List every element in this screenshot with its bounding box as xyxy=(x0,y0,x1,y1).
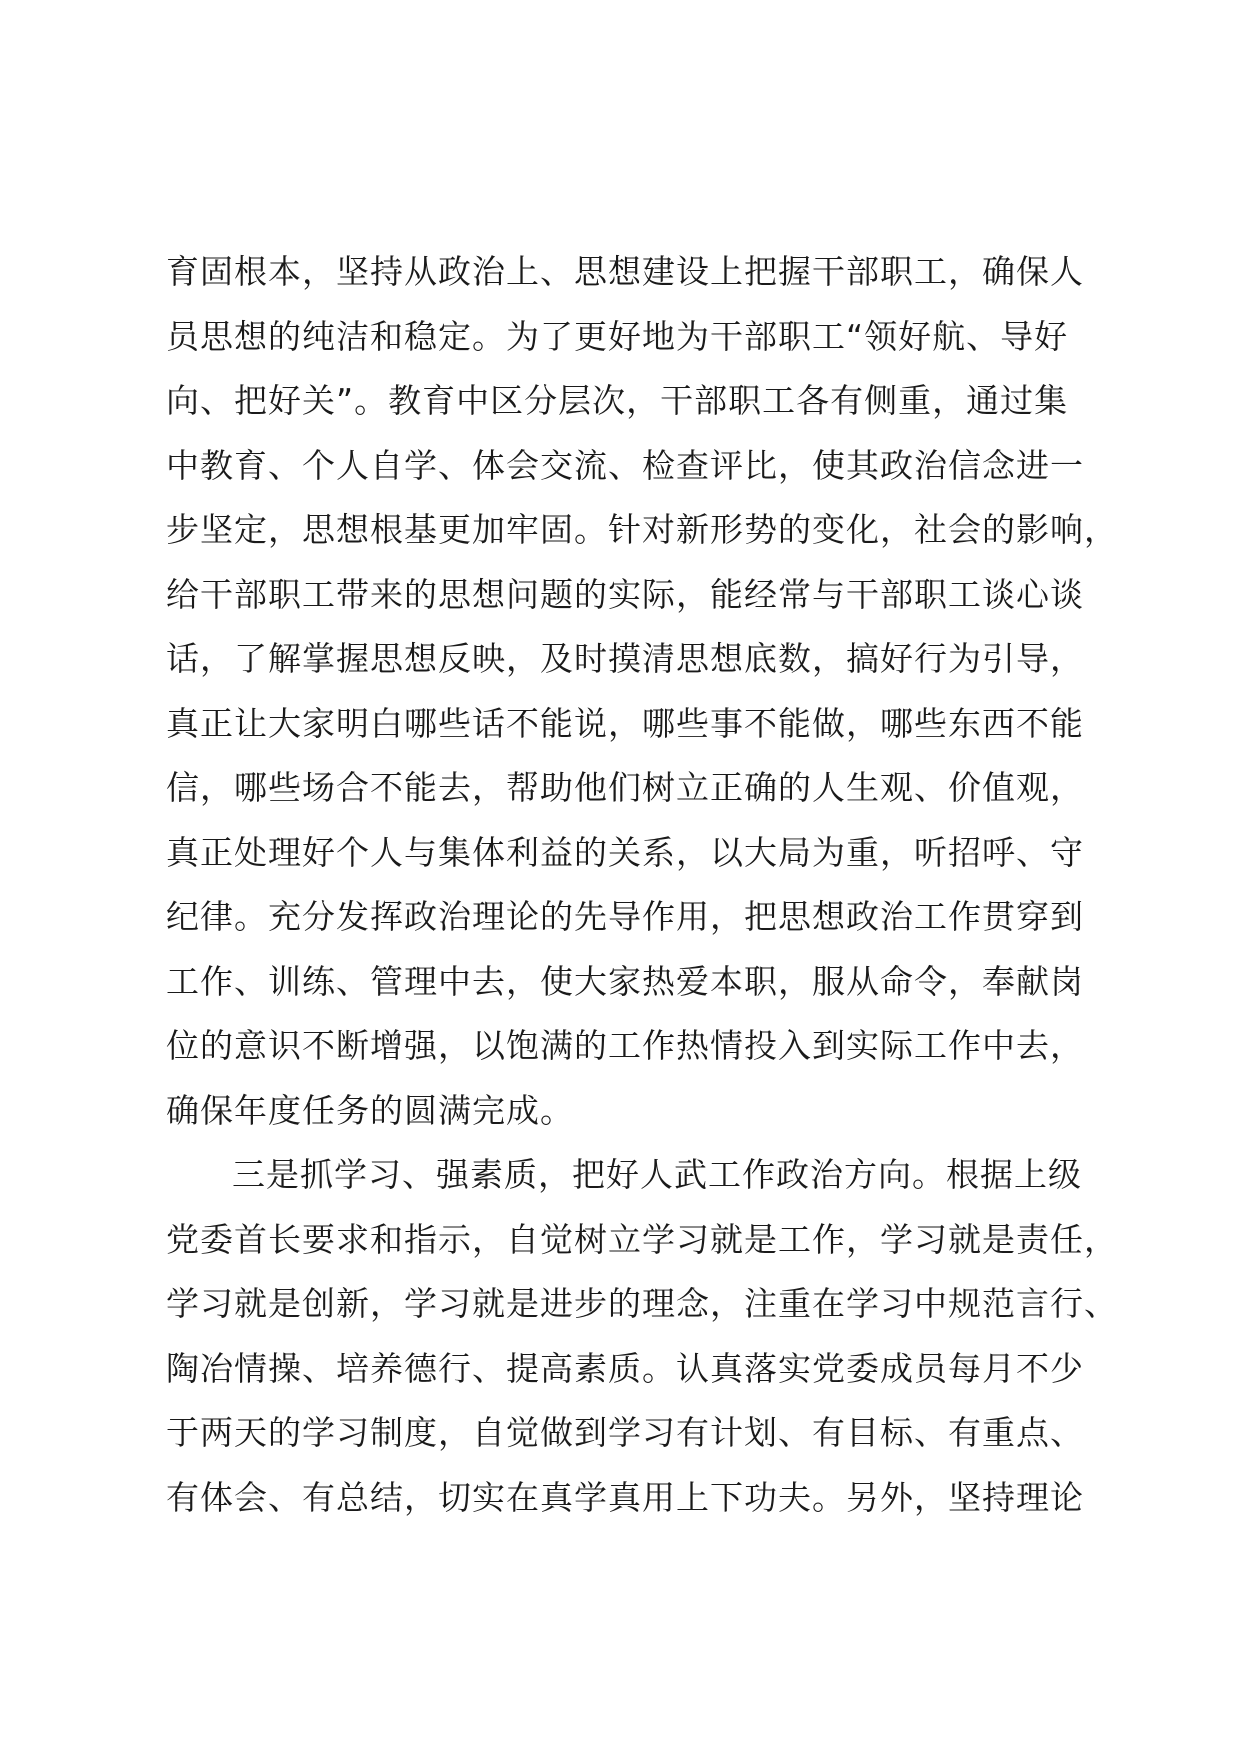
text-line: 有体会、有总结，切实在真学真用上下功夫。另外，坚持理论 xyxy=(166,1477,1084,1517)
text-line: 党委首长要求和指示，自觉树立学习就是工作，学习就是责任， xyxy=(166,1219,1118,1259)
paragraph-2 xyxy=(166,1143,1118,1530)
text-line: 陶冶情操、培养德行、提高素质。认真落实党委成员每月不少 xyxy=(166,1348,1084,1388)
text-line: 确保年度任务的圆满完成。 xyxy=(166,1090,574,1130)
text-line: 三是抓学习、强素质，把好人武工作政治方向。根据上级 xyxy=(232,1155,1082,1194)
paragraph-1 xyxy=(166,240,1118,1143)
text-line: 步坚定，思想根基更加牢固。针对新形势的变化，社会的影响， xyxy=(166,510,1118,549)
body-text xyxy=(166,240,1118,1530)
text-line: 于两天的学习制度，自觉做到学习有计划、有目标、有重点、 xyxy=(166,1413,1084,1452)
text-line: 向、把好关”。教育中区分层次，干部职工各有侧重，通过集 xyxy=(166,381,1069,420)
text-line: 纪律。充分发挥政治理论的先导作用，把思想政治工作贯穿到 xyxy=(166,897,1084,936)
text-line: 话，了解掌握思想反映，及时摸清思想底数，搞好行为引导， xyxy=(166,639,1084,678)
text-line: 真正让大家明白哪些话不能说，哪些事不能做，哪些东西不能 xyxy=(166,703,1084,743)
text-line: 位的意识不断增强，以饱满的工作热情投入到实际工作中去， xyxy=(166,1026,1084,1065)
text-line: 中教育、个人自学、体会交流、检查评比，使其政治信念进一 xyxy=(166,445,1084,485)
text-line: 学习就是创新，学习就是进步的理念，注重在学习中规范言行、 xyxy=(166,1284,1118,1323)
text-line: 工作、训练、管理中去，使大家热爱本职，服从命令，奉献岗 xyxy=(166,961,1084,1001)
text-line: 育固根本，坚持从政治上、思想建设上把握干部职工，确保人 xyxy=(166,252,1084,291)
text-line: 信，哪些场合不能去，帮助他们树立正确的人生观、价值观， xyxy=(166,768,1084,807)
text-line: 员思想的纯洁和稳定。为了更好地为干部职工“领好航、导好 xyxy=(166,316,1069,356)
text-line: 真正处理好个人与集体利益的关系，以大局为重，听招呼、守 xyxy=(166,832,1084,872)
text-line: 给干部职工带来的思想问题的实际，能经常与干部职工谈心谈 xyxy=(166,574,1084,614)
